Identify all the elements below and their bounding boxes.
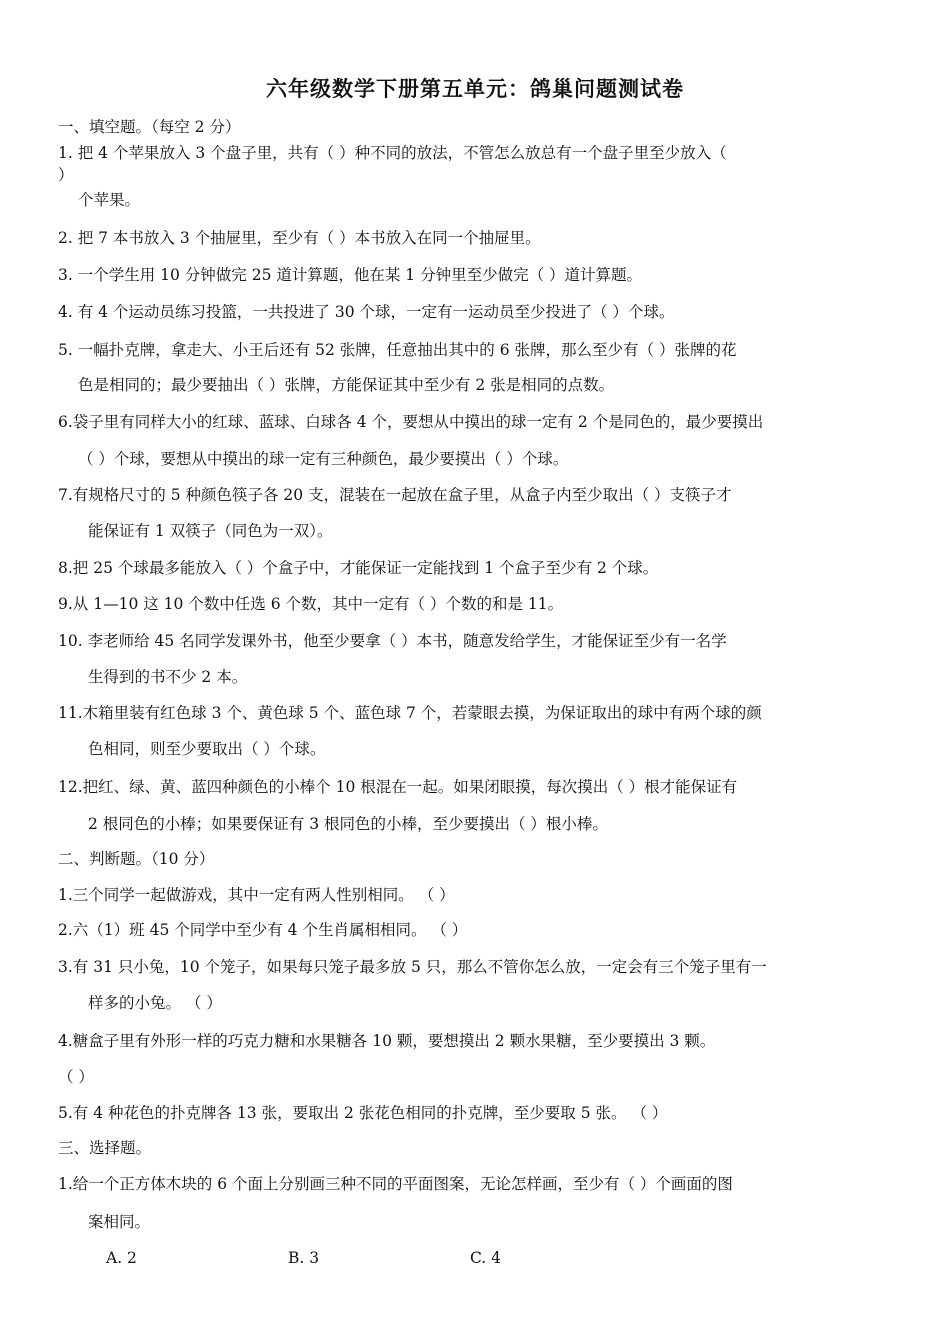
question-line: 色相同，则至少要取出（ ）个球。 [88, 740, 326, 758]
question-line: 5.有 4 种花色的扑克牌各 13 张，要取出 2 张花色相同的扑克牌，至少要取 5 张。 （ ） [58, 1104, 668, 1122]
question-line: 2. 把 7 本书放入 3 个抽屉里，至少有（ ）本书放入在同一个抽屉里。 [58, 229, 541, 247]
question-line: 5. 一幅扑克牌，拿走大、小王后还有 52 张牌，任意抽出其中的 6 张牌，那么至少有（ ）张牌的花 [58, 341, 737, 359]
question-line: 9.从 1—10 这 10 个数中任选 6 个数，其中一定有（ ）个数的和是 11。 [58, 595, 564, 613]
choice-option-c: C. 4 [470, 1249, 502, 1267]
question-line: 4. 有 4 个运动员练习投篮，一共投进了 30 个球，一定有一运动员至少投进了（ ）个球。 [58, 303, 675, 321]
question-line: 3. 一个学生用 10 分钟做完 25 道计算题，他在某 1 分钟里至少做完（ ）道计算题。 [58, 266, 643, 284]
question-line: （ ）个球，要想从中摸出的球一定有三种颜色，最少要摸出（ ）个球。 [78, 450, 569, 468]
question-line: （ ） [58, 1068, 94, 1086]
question-line: 10. 李老师给 45 名同学发课外书，他至少要拿（ ）本书，随意发给学生，才能保证至少有一名学 [58, 632, 727, 650]
choice-option-a: A. 2 [106, 1249, 137, 1267]
question-line: 色是相同的；最少要抽出（ ）张牌，方能保证其中至少有 2 张是相同的点数。 [78, 376, 615, 394]
question-line: 8.把 25 个球最多能放入（ ）个盒子中，才能保证一定能找到 1 个盒子至少有 2 个球。 [58, 559, 659, 577]
question-line: 个苹果。 [78, 191, 141, 209]
question-line: 12.把红、绿、黄、蓝四种颜色的小棒个 10 根混在一起。如果闭眼摸，每次摸出（ ）根才能保证有 [58, 778, 738, 796]
question-line: 2 根同色的小棒；如果要保证有 3 根同色的小棒，至少要摸出（ ）根小棒。 [88, 815, 608, 833]
section-heading-fill-blank: 一、填空题。（每空 2 分） [58, 118, 241, 136]
question-line: 案相同。 [88, 1213, 151, 1231]
question-line: 能保证有 1 双筷子（同色为一双）。 [88, 522, 333, 540]
section-heading-multiple-choice: 三、选择题。 [58, 1139, 152, 1157]
question-line: 1. 把 4 个苹果放入 3 个盘子里，共有（ ）种不同的放法，不管怎么放总有一个盘子里至少放入（ [58, 144, 727, 162]
question-line: 7.有规格尺寸的 5 种颜色筷子各 20 支，混装在一起放在盒子里，从盒子内至少取出（ ）支筷子才 [58, 486, 732, 504]
question-line: 1.给一个正方体木块的 6 个面上分别画三种不同的平面图案，无论怎样画，至少有（ ）个画面的图 [58, 1175, 733, 1193]
question-line: 6.袋子里有同样大小的红球、蓝球、白球各 4 个，要想从中摸出的球一定有 2 个是同色的，最少要摸出 [58, 413, 764, 431]
question-line: 11.木箱里装有红色球 3 个、黄色球 5 个、蓝色球 7 个，若蒙眼去摸，为保证取出的球中有两个球的颜 [58, 704, 762, 722]
question-line: 1.三个同学一起做游戏，其中一定有两人性别相同。 （ ） [58, 886, 455, 904]
question-line: 样多的小兔。 （ ） [88, 994, 222, 1012]
question-line: 3.有 31 只小兔，10 个笼子，如果每只笼子最多放 5 只，那么不管你怎么放，一定会有三个笼子里有一 [58, 958, 767, 976]
question-line: ） [58, 166, 74, 184]
choice-option-b: B. 3 [288, 1249, 320, 1267]
section-heading-true-false: 二、判断题。（10 分） [58, 850, 215, 868]
question-line: 生得到的书不少 2 本。 [88, 668, 248, 686]
page-title: 六年级数学下册第五单元：鸽巢问题测试卷 [266, 76, 684, 101]
question-line: 4.糖盒子里有外形一样的巧克力糖和水果糖各 10 颗，要想摸出 2 颗水果糖，至少要摸出 3 颗。 [58, 1032, 716, 1050]
question-line: 2.六（1）班 45 个同学中至少有 4 个生肖属相相同。 （ ） [58, 921, 468, 939]
